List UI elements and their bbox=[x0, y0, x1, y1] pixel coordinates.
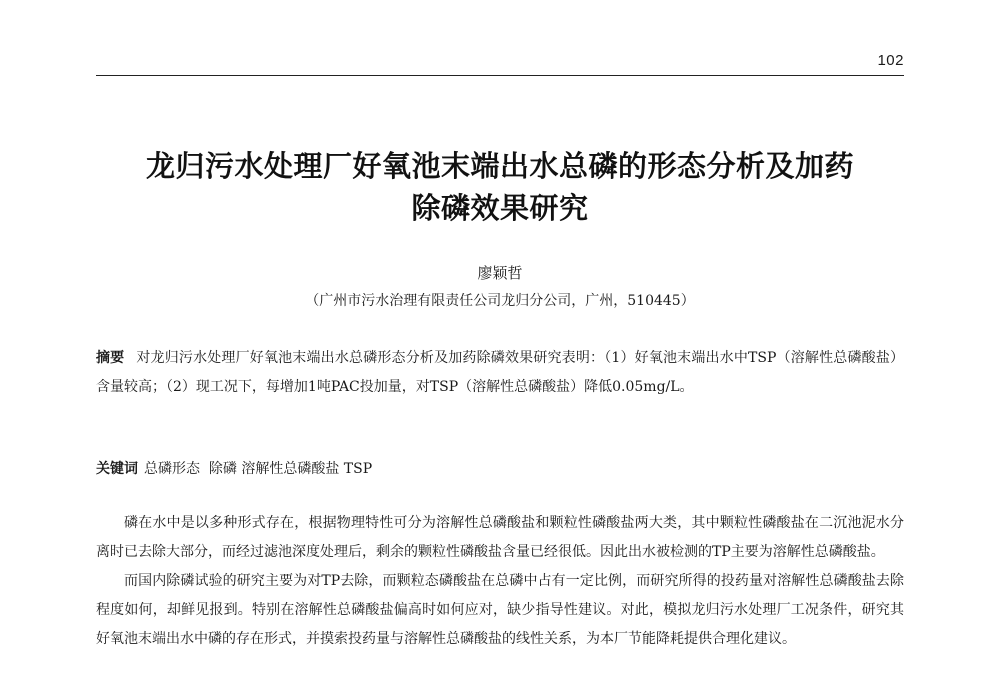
abstract-text: 对龙归污水处理厂好氧池末端出水总磷形态分析及加药除磷效果研究表明：（1）好氧池末端出水中TSP（溶解性总磷酸盐）含量较高；（2）现工况下，每增加1吨PAC投加量，对TSP（溶解性总磷酸盐）降低0.05mg/L。 bbox=[96, 350, 904, 395]
body-paragraph-1: 磷在水中是以多种形式存在，根据物理特性可分为溶解性总磷酸盐和颗粒性磷酸盐两大类，其中颗粒性磷酸盐在二沉池泥水分离时已去除大部分，而经过滤池深度处理后，剩余的颗粒性磷酸盐含量已经很低。因此出水被检测的TP主要为溶解性总磷酸盐。 bbox=[96, 515, 904, 560]
header-rule bbox=[96, 75, 904, 76]
body-text bbox=[96, 509, 904, 654]
abstract-label: 摘要 bbox=[96, 350, 125, 366]
keywords-text: 总磷形态 除磷 溶解性总磷酸盐 TSP bbox=[144, 461, 373, 477]
title-line-1: 龙归污水处理厂好氧池末端出水总磷的形态分析及加药 bbox=[145, 149, 854, 183]
abstract bbox=[96, 344, 904, 402]
author-name: 廖颖哲 bbox=[477, 264, 523, 282]
keywords-label: 关键词 bbox=[96, 461, 138, 477]
author-affiliation: （广州市污水治理有限责任公司龙归分公司，广州，510445） bbox=[305, 293, 695, 309]
paper-title bbox=[70, 145, 930, 229]
body-paragraph-2: 而国内除磷试验的研究主要为对TP去除，而颗粒态磷酸盐在总磷中占有一定比例，而研究所得的投药量对溶解性总磷酸盐去除程度如何，却鲜见报到。特别在溶解性总磷酸盐偏高时如何应对，缺少指导性建议。对此，模拟龙归污水处理厂工况条件，研究其好氧池末端出水中磷的存在形式，并摸索投药量与溶解性总磷酸盐的线性关系，为本厂节能降耗提供合理化建议。 bbox=[96, 573, 904, 647]
title-line-2: 除磷效果研究 bbox=[411, 191, 589, 225]
keywords bbox=[96, 455, 904, 484]
page-number: 102 bbox=[877, 52, 904, 69]
